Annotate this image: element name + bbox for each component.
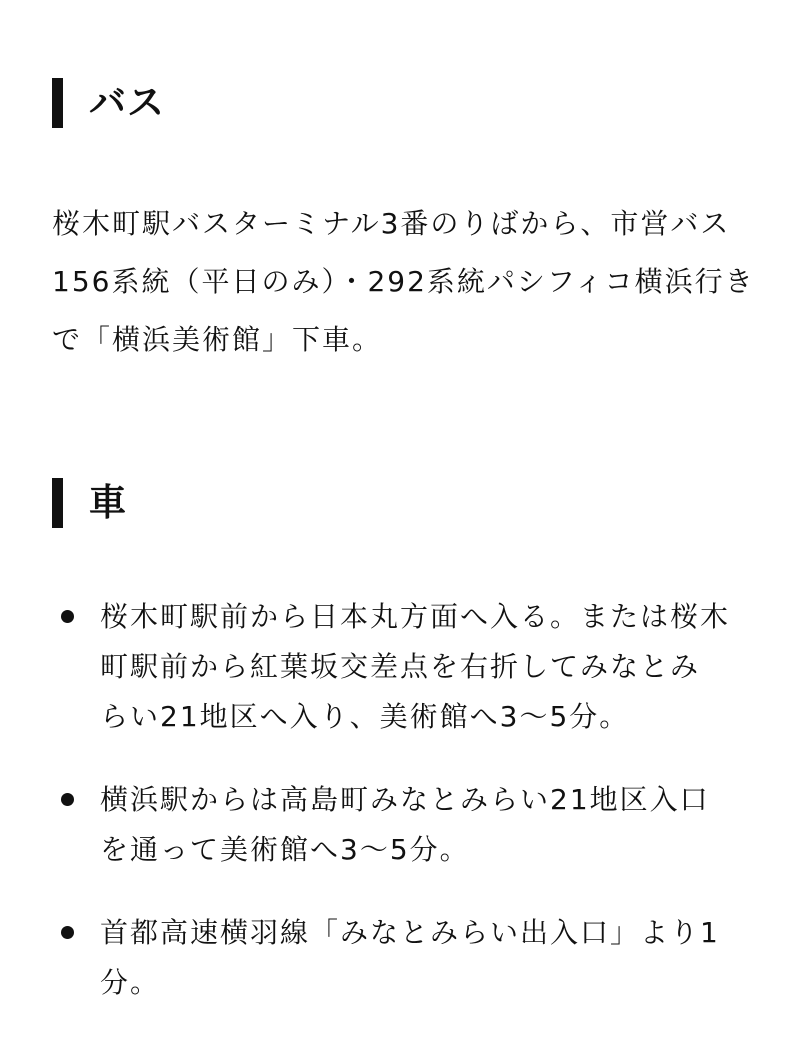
list-item-line: 桜木町駅前から日本丸方面へ入る。または桜木 [100,600,731,633]
list-item-line: 横浜駅からは高島町みなとみらい21地区入口 [100,783,710,816]
bullet-icon [61,610,74,623]
car-heading-text: 車 [89,481,127,524]
bullet-icon [61,793,74,806]
heading-accent-bar [52,478,63,528]
car-directions-list [52,592,752,1041]
bus-directions-line: で「横浜美術館」下車。 [52,323,383,356]
list-item-line: 町駅前から紅葉坂交差点を右折してみなとみ [100,650,701,683]
bus-directions-line: 桜木町駅バスターミナル3番のりばから、市営バス [52,207,731,240]
bus-directions-line: 156系統（平日のみ）・292系統パシフィコ横浜行き [52,265,755,298]
list-item [52,592,752,742]
list-item [52,908,752,1008]
list-item-line: 首都高速横羽線「みなとみらい出入口」より1 [100,916,720,949]
bus-heading-text: バス [89,81,165,124]
bus-directions-paragraph [52,195,755,369]
list-item-line: らい21地区へ入り、美術館へ3〜5分。 [100,700,630,733]
bus-section-heading [52,78,165,128]
list-item-line: を通って美術館へ3〜5分。 [100,833,470,866]
list-item [52,775,752,875]
car-section-heading [52,478,127,528]
heading-accent-bar [52,78,63,128]
bullet-icon [61,926,74,939]
list-item-line: 分。 [100,966,161,999]
